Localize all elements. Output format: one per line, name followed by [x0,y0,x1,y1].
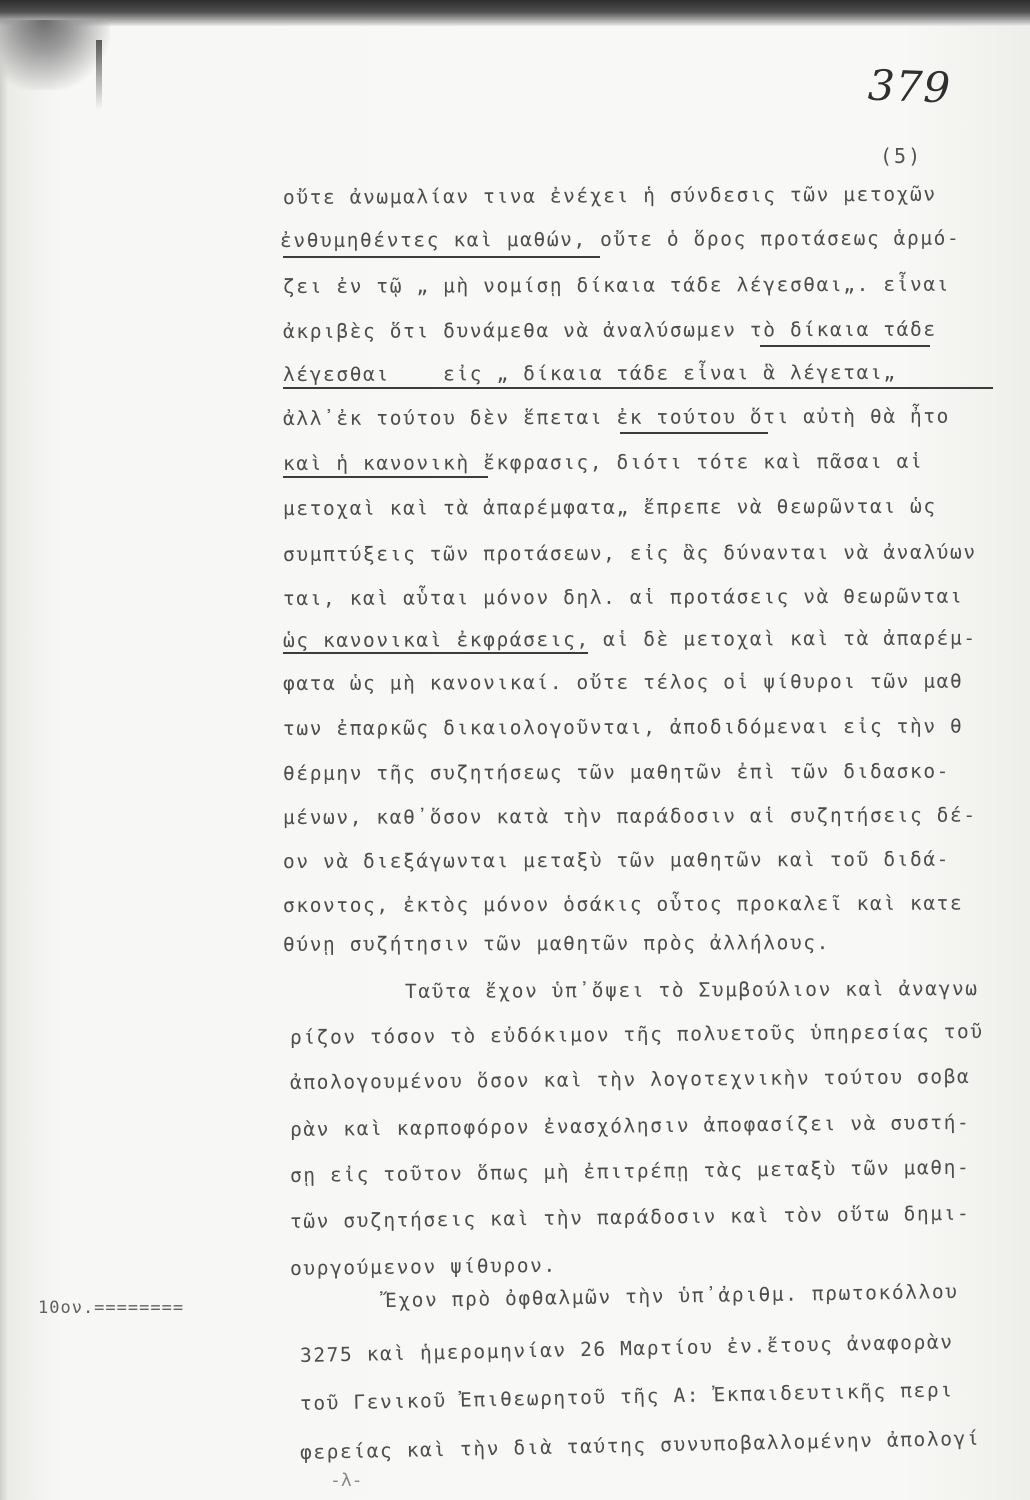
text-line: 3275 καὶ ἡμερομηνίαν 26 Μαρτίου ἐν.ἔτους ἀναφορὰν [299,1330,954,1367]
handwritten-page-number: 379 [867,60,953,113]
handwritten-underline [283,387,993,389]
margin-note: 10ον.======== [38,1298,185,1318]
handwritten-underline [760,345,930,347]
text-line: ἐνθυμηθέντες καὶ μαθών, οὔτε ὁ ὅρος προτάσεως ἁρμό- [279,226,961,252]
section-number: (5) [880,144,923,168]
text-line: σῃ εἰς τοῦτον ὅπως μὴ ἐπιτρέπῃ τὰς μεταξὺ τῶν μαθη- [289,1155,971,1187]
text-line: σκοντος, ἐκτὸς μόνον ὁσάκις οὗτος προκαλεῖ καὶ κατε [282,891,964,917]
text-line: καὶ ἡ κανονικὴ ἔκφρασις, διότι τότε καὶ πᾶσαι αἱ [282,449,924,475]
text-line: ἀκριβὲς ὅτι δυνάμεθα νὰ ἀναλύσωμεν τὸ δίκαια τάδε [282,317,937,343]
text-line: Ταῦτα ἔχον ὑπ᾽ὄψει τὸ Συμβούλιον καὶ ἀναγνω [404,976,979,1003]
text-line: τοῦ Γενικοῦ Ἐπιθεωρητοῦ τῆς Α: Ἐκπαιδευτικῆς περι [299,1378,954,1415]
text-line: ζει ἐν τῷ „ μὴ νομίσῃ δίκαια τάδε λέγεσθαι„. εἶναι [282,272,951,298]
text-line: ουργούμενον ψίθυρον. [289,1253,557,1280]
text-line: μένων, καθ᾽ὅσον κατὰ τὴν παράδοσιν αἱ συζητήσεις δέ- [282,803,977,829]
text-line: ὡς κανονικαὶ ἐκφράσεις, αἱ δὲ μετοχαὶ καὶ τὰ ἀπαρέμ- [282,626,977,652]
handwritten-underline [620,432,768,434]
handwritten-underline [283,256,600,258]
text-line: Ἔχον πρὸ ὀφθαλμῶν τὴν ὑπ᾽ἀριθμ. πρωτοκόλλου [384,1279,959,1312]
text-line: λέγεσθαι εἰς „ δίκαια τάδε εἶναι ἃ λέγεται„ [282,360,897,386]
text-line: μετοχαὶ καὶ τὰ ἀπαρέμφατα„ ἔπρεπε νὰ θεωρῶνται ὡς [282,494,937,520]
text-line: συμπτύξεις τῶν προτάσεων, εἰς ἃς δύνανται νὰ ἀναλύων [282,540,977,566]
text-line: ται, καὶ αὗται μόνον δηλ. αἱ προτάσεις νὰ θεωρῶνται [282,584,964,610]
handwritten-underline [283,476,488,478]
handwritten-underline [283,652,588,654]
text-line: ον νὰ διεξάγωνται μεταξὺ τῶν μαθητῶν καὶ τοῦ διδά- [282,847,951,873]
footer-mark: -λ- [330,1470,363,1491]
text-line: ἀπολογουμένου ὅσον καὶ τὴν λογοτεχνικὴν τούτου σοβα [289,1065,971,1094]
text-line: τῶν συζητήσεις καὶ τὴν παράδοσιν καὶ τὸν οὕτω δημι- [289,1201,971,1233]
text-line: οὔτε ἀνωμαλίαν τινα ἐνέχει ἡ σύνδεσις τῶν μετοχῶν [282,182,937,209]
text-line: ἀλλ᾽ἐκ τούτου δὲν ἕπεται ἐκ τούτου ὅτι αὐτὴ θὰ ἦτο [282,404,951,430]
text-line: ρὰν καὶ καρποφόρον ἐνασχόλησιν ἀποφασίζει νὰ συστή- [289,1110,971,1141]
text-line: φατα ὡς μὴ κανονικαί. οὔτε τέλος οἱ ψίθυροι τῶν μαθ [282,669,964,695]
text-line: ρίζον τόσον τὸ εὐδόκιμον τῆς πολυετοῦς ὑπηρεσίας τοῦ [289,1019,984,1049]
text-line: θέρμην τῆς συζητήσεως τῶν μαθητῶν ἐπὶ τῶν διδασκο- [282,759,951,785]
text-line: θύνῃ συζήτησιν τῶν μαθητῶν πρὸς ἀλλήλους. [282,931,830,956]
text-line: των ἐπαρκῶς δικαιολογοῦνται, ἀποδιδόμεναι εἰς τὴν θ [282,714,964,740]
text-line: φερείας καὶ τὴν διὰ ταύτης συνυποβαλλομένην ἀπολογί [299,1426,981,1464]
